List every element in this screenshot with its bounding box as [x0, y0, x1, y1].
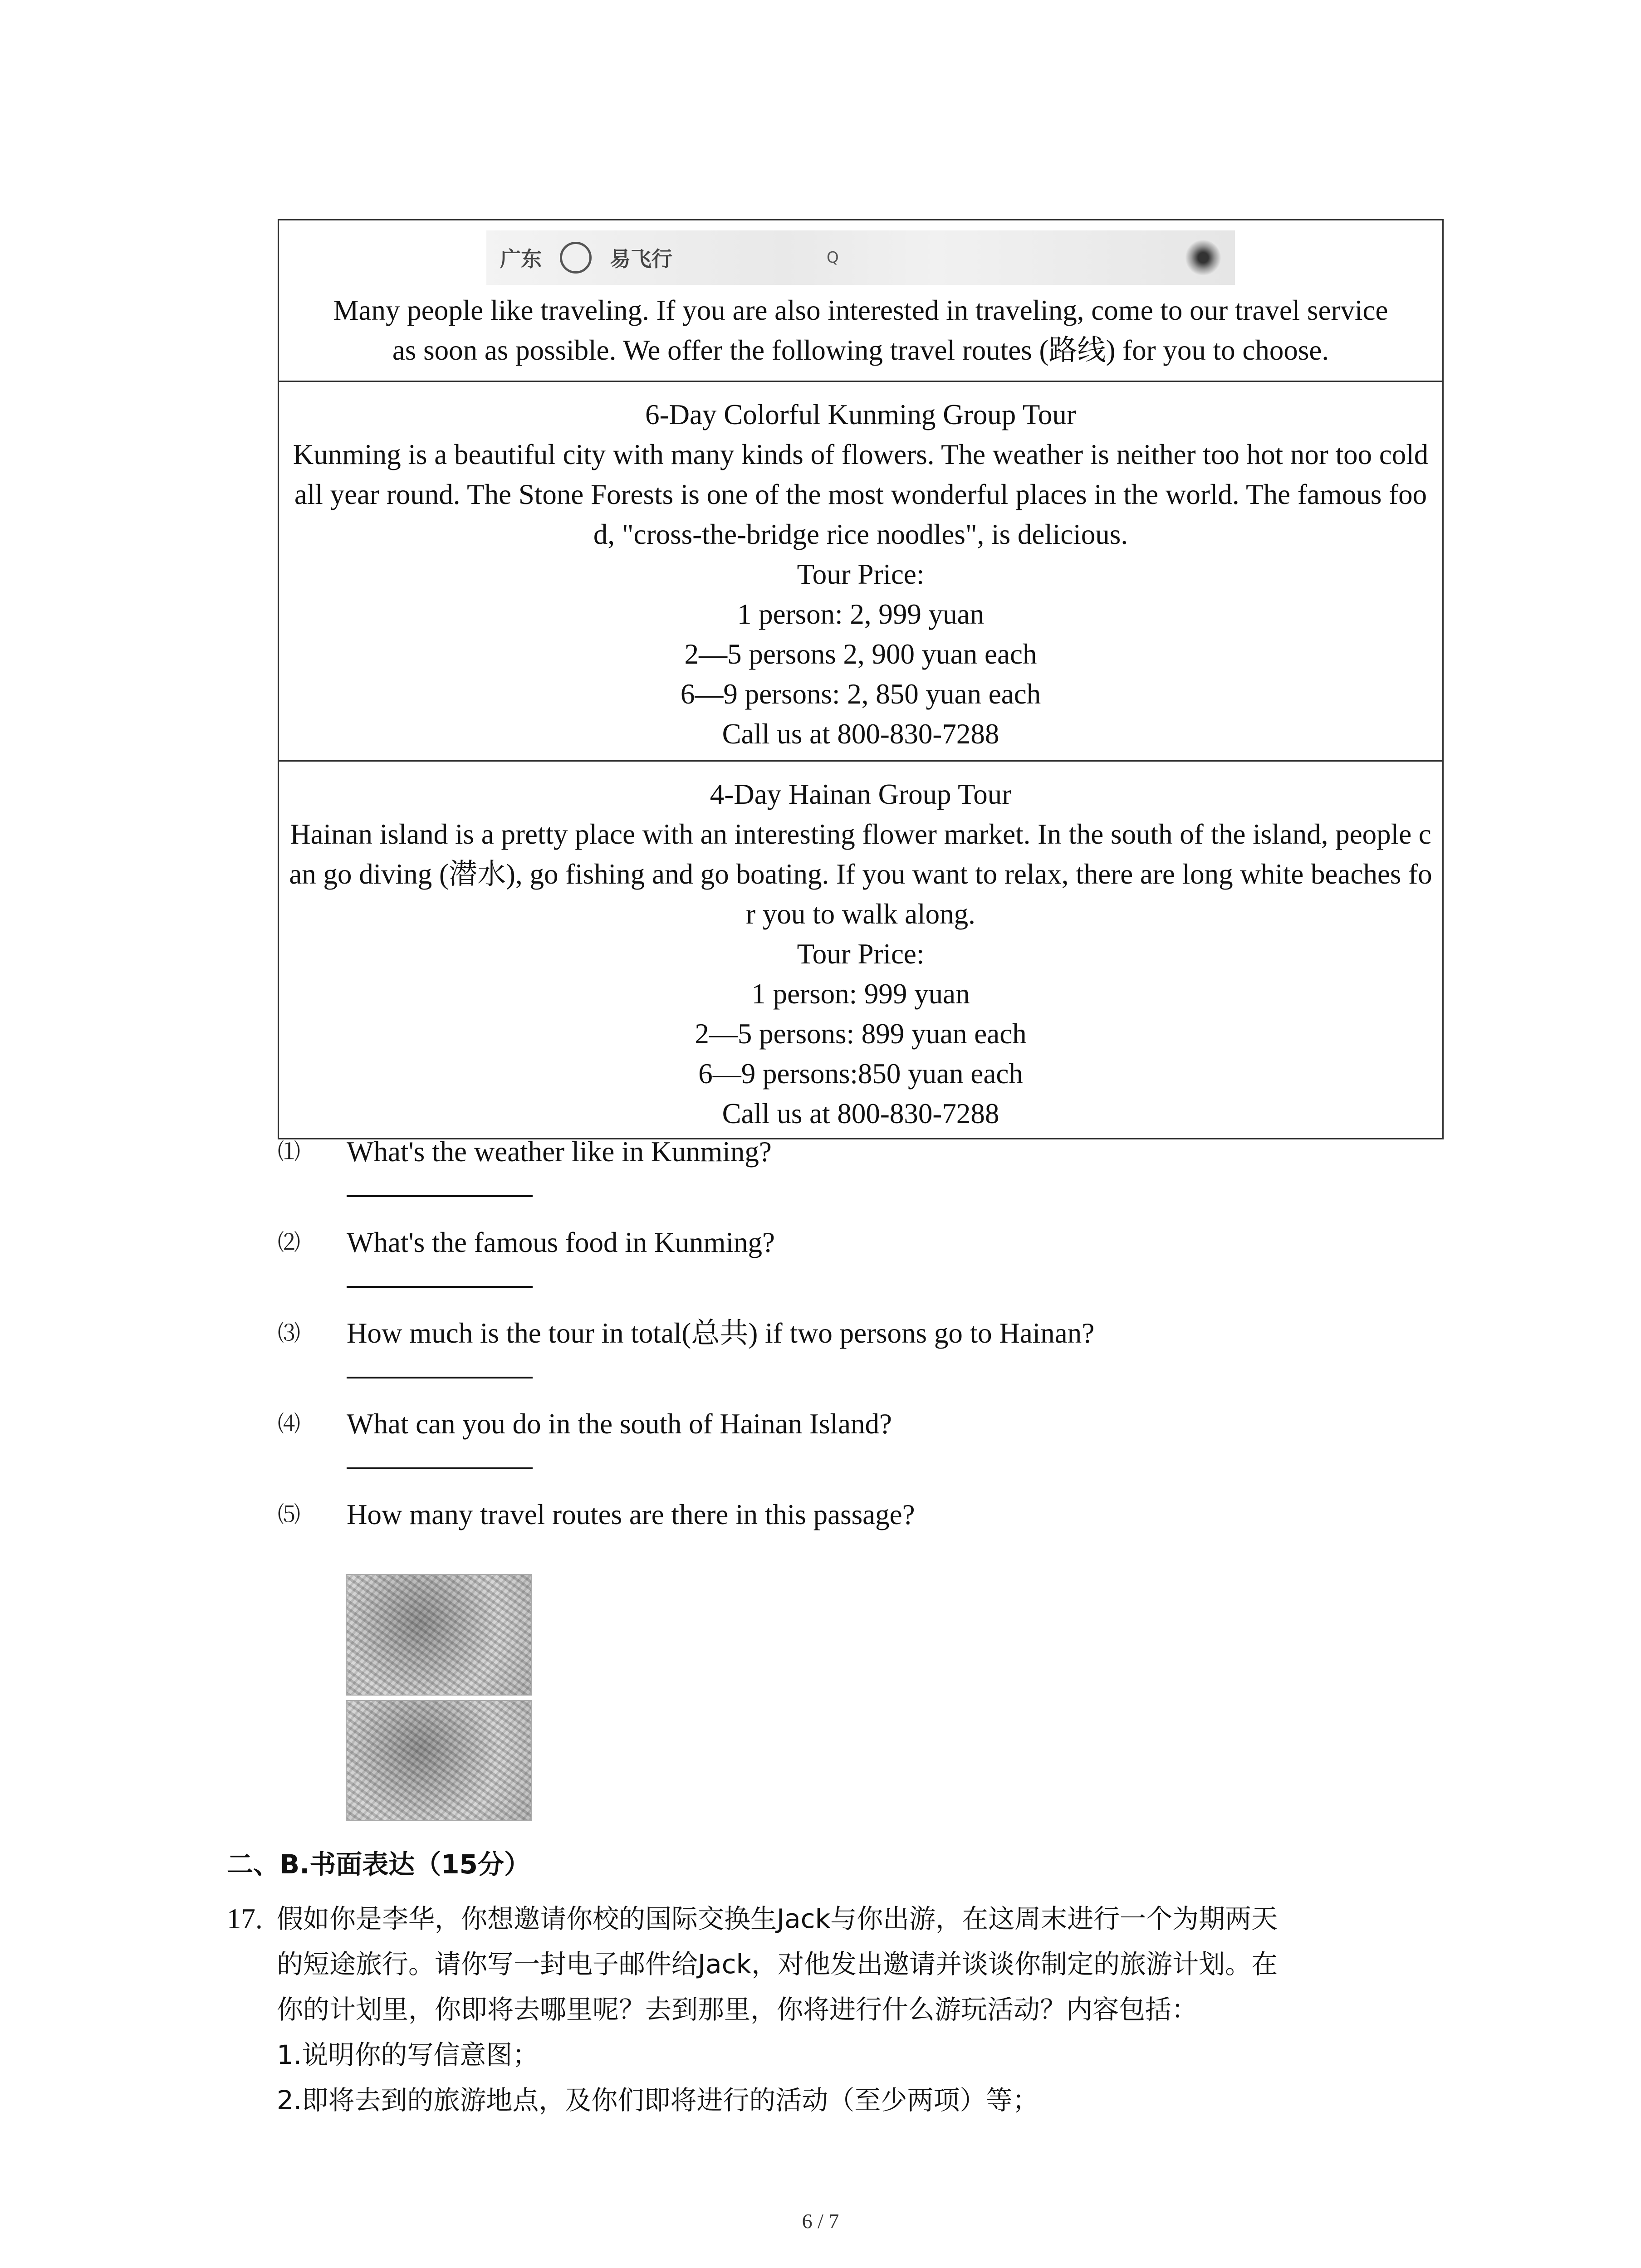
answer-blank[interactable]	[347, 1286, 533, 1288]
page-number: 6 / 7	[802, 2209, 839, 2233]
question-text: What's the weather like in Kunming?	[347, 1136, 772, 1168]
question-text: How many travel routes are there in this passage?	[347, 1499, 915, 1530]
scan-top-half	[346, 1574, 532, 1696]
kunming-phone: Call us at 800-830-7288	[722, 718, 999, 750]
question-5	[278, 1495, 1444, 1549]
hainan-price-2: 2—5 persons: 899 yuan each	[695, 1018, 1027, 1050]
hainan-tour-cell	[279, 762, 1442, 1138]
banner-flower-icon	[1185, 240, 1221, 276]
question-number: ⑸	[278, 1501, 300, 1528]
scan-bottom-half	[346, 1700, 532, 1822]
kunming-description: Kunming is a beautiful city with many kinds of flowers. The weather is neither too hot nor too cold all year round. The Stone Forests is one of the most wonderful places in the world. The famous food, "cross-the-bridge rice noodles", is delicious.	[293, 439, 1429, 550]
hainan-price-1: 1 person: 999 yuan	[751, 978, 970, 1010]
scanned-answer-image	[346, 1574, 532, 1821]
hainan-price-label: Tour Price:	[797, 938, 925, 970]
question-number: ⑴	[278, 1139, 300, 1165]
writing-task	[227, 1896, 1452, 2123]
hainan-price-3: 6—9 persons:850 yuan each	[698, 1058, 1023, 1090]
kunming-title: 6-Day Colorful Kunming Group Tour	[645, 399, 1076, 430]
answer-blank[interactable]	[347, 1195, 533, 1197]
task-line-2: 的短途旅行。请你写一封电子邮件给Jack，对他发出邀请并谈谈你制定的旅游计划。在	[277, 1949, 1278, 1980]
intro-line-2: as soon as possible. We offer the following travel routes (路线) for you to choose.	[392, 334, 1329, 366]
task-body	[277, 1896, 1452, 2123]
question-4	[278, 1404, 1444, 1458]
question-number: ⑷	[278, 1411, 300, 1437]
banner-logo-left: 广东	[500, 247, 542, 271]
question-1	[278, 1132, 1444, 1186]
hainan-title: 4-Day Hainan Group Tour	[710, 778, 1012, 810]
question-text: What's the famous food in Kunming?	[347, 1227, 775, 1258]
task-number: 17.	[227, 1903, 263, 1935]
kunming-price-2: 2—5 persons 2, 900 yuan each	[684, 638, 1037, 670]
question-2	[278, 1222, 1444, 1277]
travel-ad-table	[278, 219, 1444, 1139]
task-line-1: 假如你是李华，你想邀请你校的国际交换生Jack与你出游，在这周末进行一个为期两天	[277, 1903, 1278, 1934]
banner-logo-icon	[560, 242, 592, 274]
task-point-2: 2.即将去到的旅游地点，及你们即将进行的活动（至少两项）等；	[277, 2085, 1039, 2116]
kunming-price-label: Tour Price:	[797, 558, 925, 590]
task-point-1: 1.说明你的写信意图；	[277, 2039, 539, 2070]
question-number: ⑵	[278, 1229, 300, 1256]
question-text: How much is the tour in total(总共) if two persons go to Hainan?	[347, 1317, 1095, 1349]
question-text: What can you do in the south of Hainan Island?	[347, 1408, 892, 1440]
intro-line-1: Many people like traveling. If you are also interested in traveling, come to our travel service	[333, 294, 1388, 326]
question-number: ⑶	[278, 1320, 300, 1346]
kunming-tour-cell	[279, 382, 1442, 762]
travel-banner-image	[486, 230, 1235, 285]
hainan-description: Hainan island is a pretty place with an interesting flower market. In the south of the island, people can go diving (潜水), go fishing and go boating. If you want to relax, there are long white beaches for you to walk along.	[289, 818, 1432, 930]
kunming-price-1: 1 person: 2, 999 yuan	[737, 598, 985, 630]
answer-blank[interactable]	[347, 1467, 533, 1469]
intro-cell	[279, 220, 1442, 382]
question-3	[278, 1313, 1444, 1368]
kunming-price-3: 6—9 persons: 2, 850 yuan each	[680, 678, 1041, 710]
banner-search-icon: Q	[827, 249, 839, 267]
hainan-phone: Call us at 800-830-7288	[722, 1098, 999, 1129]
writing-section-title: 二、B.书面表达（15分）	[227, 1849, 530, 1880]
task-line-3: 你的计划里，你即将去哪里呢？去到那里，你将进行什么游玩活动？内容包括：	[277, 1994, 1198, 2025]
banner-logo-mid: 易飞行	[610, 247, 672, 271]
answer-blank[interactable]	[347, 1377, 533, 1378]
